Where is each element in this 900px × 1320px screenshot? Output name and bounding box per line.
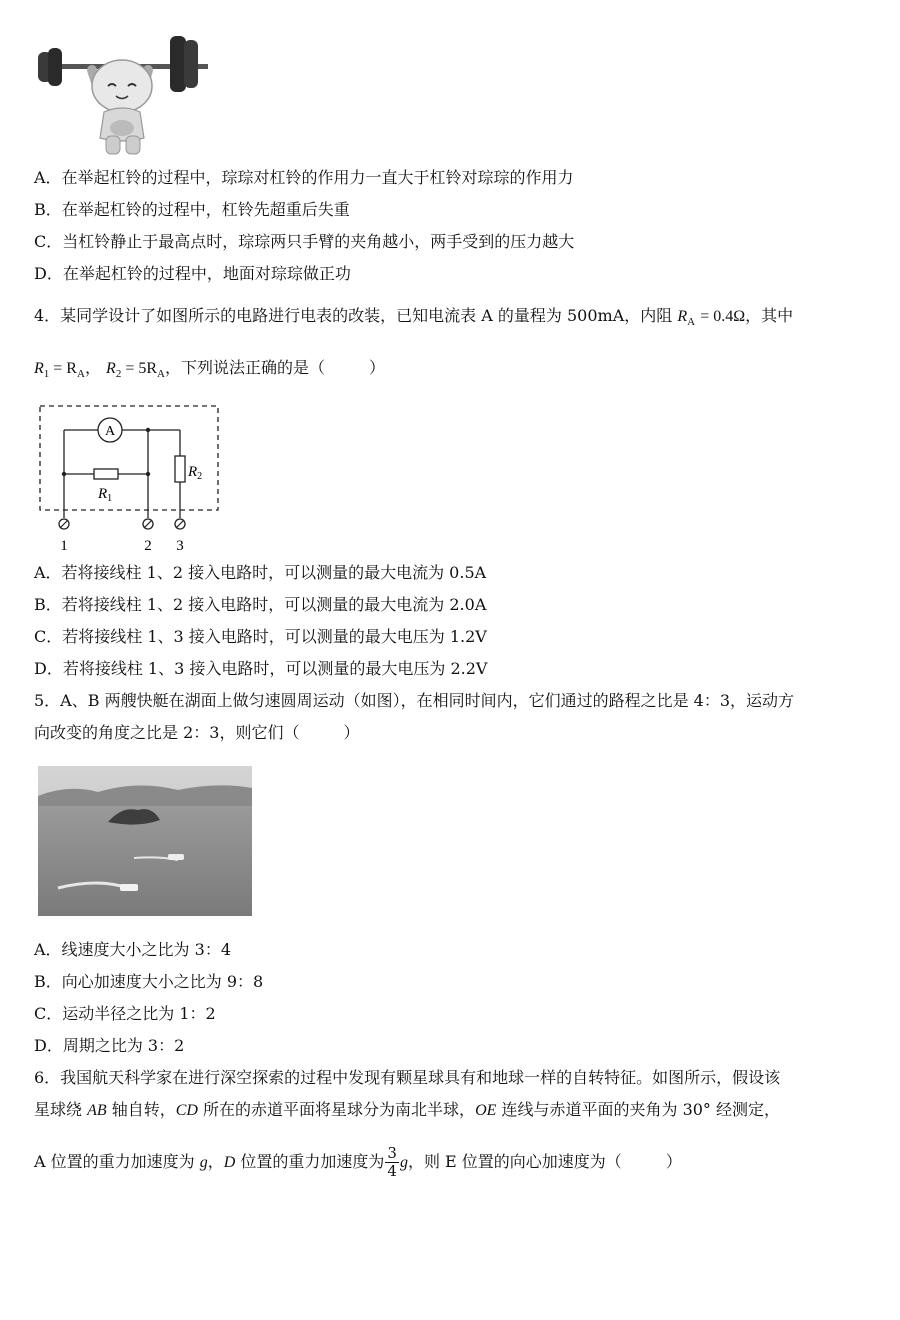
q4-r1-eq: $R_1 = R_A$ [34, 360, 85, 380]
q5-option-c: C．运动半径之比为 1：2 [34, 1004, 216, 1023]
q5-speedboat-lake-photo [38, 766, 252, 916]
q4-ra-value: = 0.4Ω [700, 308, 746, 325]
terminal-2-label: 2 [144, 538, 152, 554]
terminal-3 [175, 519, 185, 529]
r2-label: $R_2$ [188, 464, 203, 482]
q6-stem-line3: A 位置的重力加速度为 g，D 位置的重力加速度为 $\frac{3}{4}$ g，则 E 位置的向心加速度为（ ） [34, 1144, 682, 1180]
q5-option-d: D．周期之比为 3：2 [34, 1036, 185, 1055]
r1-label: $R_1$ [98, 486, 113, 504]
q6-stem-line2: 星球绕 AB 轴自转，CD 所在的赤道平面将星球分为南北半球，OE 连线与赤道平面的夹角为 30° 经测定， [34, 1100, 781, 1119]
q4-option-a: A．若将接线柱 1、2 接入电路时，可以测量的最大电流为 0.5A [34, 563, 487, 582]
q4-stem-line1 [34, 305, 793, 333]
mascot-weightlifting-image [30, 30, 210, 158]
q3-option-d: D．在举起杠铃的过程中，地面对琮琮做正功 [34, 264, 351, 283]
q5-stem-line2: 向改变的角度之比是 2：3，则它们（ ） [34, 723, 360, 742]
q4-option-c: C．若将接线柱 1、3 接入电路时，可以测量的最大电压为 1.2V [34, 627, 487, 646]
q4-stem-end: ，其中 [745, 306, 794, 325]
q3-option-c: C．当杠铃静止于最高点时，琮琮两只手臂的夹角越小，两手受到的压力越大 [34, 232, 575, 251]
q4-ra-symbol: $R_A$ [677, 308, 696, 328]
terminal-3-label: 3 [176, 538, 184, 554]
q4-option-d: D．若将接线柱 1、3 接入电路时，可以测量的最大电压为 2.2V [34, 659, 488, 678]
q5-option-b: B．向心加速度大小之比为 9：8 [34, 972, 264, 991]
q4-stem-text: 4．某同学设计了如图所示的电路进行电表的改装，已知电流表 A 的量程为 500mA，内阻 [34, 306, 673, 325]
q5-option-a: A．线速度大小之比为 3：4 [34, 940, 232, 959]
terminal-1-label: 1 [60, 538, 68, 554]
ammeter-label: A [104, 424, 116, 439]
q5-stem-line1: 5．A、B 两艘快艇在湖面上做匀速圆周运动（如图），在相同时间内，它们通过的路程之比是 4：3，运动方 [34, 691, 795, 710]
q6-fraction: $\frac{3}{4}$ [387, 1144, 397, 1180]
terminal-1 [59, 519, 69, 529]
terminal-2 [143, 519, 153, 529]
q4-circuit-diagram [36, 400, 226, 556]
q6-stem-line1: 6．我国航天科学家在进行深空探索的过程中发现有颗星球具有和地球一样的自转特征。如图所示，假设该 [34, 1068, 781, 1087]
q4-option-b: B．若将接线柱 1、2 接入电路时，可以测量的最大电流为 2.0A [34, 595, 487, 614]
q4-r2-eq: $R_2 = 5R_A$ [106, 360, 165, 380]
q4-stem-line2-text: ，下列说法正确的是（ [164, 358, 325, 377]
q3-option-a: A．在举起杠铃的过程中，琮琮对杠铃的作用力一直大于杠铃对琮琮的作用力 [34, 168, 574, 187]
q4-stem-line2: $R_1 = R_A$， $R_2 = 5R_A$，下列说法正确的是（ ） [34, 358, 385, 380]
q3-option-b: B．在举起杠铃的过程中，杠铃先超重后失重 [34, 200, 350, 219]
